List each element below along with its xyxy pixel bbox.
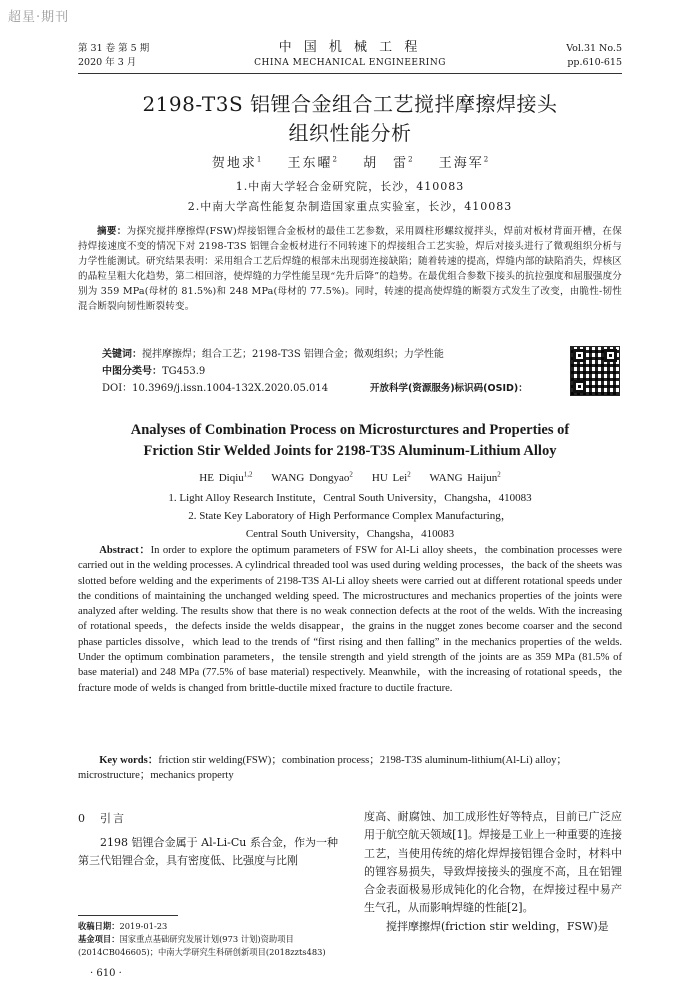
title-en-line1: Analyses of Combination Process on Microsturctures and Properties of <box>130 422 570 438</box>
clc-label: 中图分类号： <box>102 366 162 377</box>
keywords-cn-text: 搅拌摩擦焊；组合工艺；2198-T3S 铝锂合金；微观组织；力学性能 <box>142 349 444 360</box>
header-right <box>566 42 622 70</box>
abstract-cn-label: 摘要： <box>97 226 127 237</box>
keywords-en <box>78 753 622 784</box>
abstract-en <box>78 543 622 696</box>
keywords-en-text: friction stir welding(FSW)；combination process；2198-T3S aluminum-lithium(Al-Li) alloy；microstructure；mechanics property <box>78 755 568 782</box>
affiliation-cn-2: 2.中南大学高性能复杂制造国家重点实验室，长沙，410083 <box>187 200 513 213</box>
author-cn: 胡 雷$^2$ <box>363 155 413 171</box>
affiliation-en-1: 1. Light Alloy Research Institute，Central South University，Changsha，410083 <box>168 492 532 504</box>
qr-code-icon[interactable] <box>570 346 620 396</box>
clc-value: TG453.9 <box>162 366 206 377</box>
qr-finder <box>573 349 586 362</box>
fund-info: 基金项目：国家重点基础研究发展计划(973 计划)资助项目(2014CB046605)；中南大学研究生科研创新项目(2018zzts483) <box>78 934 326 957</box>
journal-header <box>78 40 622 74</box>
page-range: pp.610-615 <box>567 57 622 68</box>
abstract-en-text: In order to explore the optimum parameters of FSW for Al-Li alloy sheets，the combination processes were carried out in the welding processes. A cylindrical threaded tool was used during welding processes，the back of the sheets was slotted before welding and the experiments of 2198-T3S Al-Li alloy sheets were carried out at different rotational speeds under the conditions of maintaining the unchanged welding speed. The microstructures and mechanics properties of the joints were analyzed after welding. The results show that there is no weak connection defects at the root of the welds. With the increasing of rotational speeds，the defects inside the welds disappear，the grains in the nugget zones become coarser and the second phase particles dissolve，which lead to the trends of “first rising and then falling” in the mechanics properties of the welds. Under the optimum combination parameters，the tensile strength and yield strength of the joints are as 359 MPa (81.5% of base material) and 248 MPa (77.5% of base material) respectively. Meanwhile，with the increasing of rotational speeds，the fracture mode of welds is changed from brittle-ductile mixed fracture to ductile fracture. <box>78 545 622 694</box>
received-date: 收稿日期：2019-01-23 <box>78 921 168 931</box>
body-column-left <box>78 810 338 870</box>
keywords-cn-label: 关键词： <box>102 349 142 360</box>
author-cn: 王东曜$^2$ <box>287 155 337 171</box>
footnote-divider <box>78 915 178 916</box>
title-cn-line1: 2198-T3S 铝锂合金组合工艺搅拌摩擦焊接头 <box>142 92 558 116</box>
watermark: 超星·期刊 <box>8 10 70 25</box>
body-column-right <box>364 808 622 936</box>
affiliation-en-3: Central South University，Changsha，410083 <box>245 528 455 540</box>
qr-finder <box>573 380 586 393</box>
volume-issue: 第 31 卷 第 5 期 <box>78 43 150 54</box>
journal-name-cn: 中 国 机 械 工 程 <box>278 40 422 55</box>
abstract-cn-text: 为探究搅拌摩擦焊(FSW)焊接铝锂合金板材的最佳工艺参数，采用圆柱形螺纹搅拌头，焊前对板材背面开槽，在保持焊接速度不变的情况下对 2198-T3S 铝锂合金板材进行不同转速下的焊接组合工艺实验，焊后对接头进行了微观组织分析与力学性能测试。研究结果表明：采用组合工艺后焊缝的根部未出现弱连接缺陷；随着转速的提高，焊缝内部的缺陷消失，焊核区的晶粒呈粗大化趋势，第二相回溶，使焊缝的力学性能呈现“先升后降”的趋势。在最优组合参数下接头的抗拉强度和屈服强度分别为 359 MPa(母材的 81.5%)和 248 MPa(母材的 77.5%)。同时，转速的提高使焊缝的断裂方式发生了改变，由脆性-韧性混合断裂向韧性断裂转变。 <box>78 226 622 312</box>
intro-paragraph-right-2: 搅拌摩擦焊(friction stir welding，FSW)是 <box>386 919 609 933</box>
author-cn: 贺地求$^1$ <box>211 155 262 171</box>
volume-issue-en: Vol.31 No.5 <box>566 43 622 54</box>
keywords-en-label: Key words： <box>99 755 159 766</box>
issue-date: 2020 年 3 月 <box>78 57 137 68</box>
author-en: WANG Haijun$^2$ <box>429 470 501 484</box>
title-en-line2: Friction Stir Welded Joints for 2198-T3S Aluminum-Lithium Alloy <box>143 443 557 459</box>
doi[interactable]: DOI：10.3969/j.issn.1004-132X.2020.05.014 <box>102 383 329 394</box>
authors-cn <box>0 152 700 171</box>
author-en: WANG Dongyao$^2$ <box>271 470 353 484</box>
page-number: · 610 · <box>90 968 122 979</box>
keywords-cn <box>102 348 444 362</box>
authors-en <box>0 470 700 484</box>
clc-number <box>102 365 205 379</box>
section-heading: 0 引言 <box>78 812 126 825</box>
osid-label: 开放科学(资源服务)标识码(OSID)： <box>370 383 528 394</box>
abstract-en-label: Abstract： <box>99 545 151 556</box>
intro-paragraph-left: 2198 铝锂合金属于 Al-Li-Cu 系合金，作为一种第三代铝锂合金，具有密度低、比强度与比刚 <box>78 836 338 867</box>
author-en: HE Diqiu$^{1,2}$ <box>199 470 253 484</box>
affiliation-en-2: 2. State Key Laboratory of High Performance Complex Manufacturing， <box>188 510 512 522</box>
header-center <box>78 40 622 70</box>
title-cn-line2: 组织性能分析 <box>288 121 412 145</box>
journal-name-en: CHINA MECHANICAL ENGINEERING <box>254 58 446 68</box>
affiliation-cn-1: 1.中南大学轻合金研究院，长沙，410083 <box>235 180 465 193</box>
author-en: HU Lei$^2$ <box>371 470 411 484</box>
abstract-cn <box>78 224 622 314</box>
title-en <box>70 420 630 462</box>
qr-finder <box>604 349 617 362</box>
author-cn: 王海军$^2$ <box>438 155 489 171</box>
footnote <box>78 920 343 959</box>
title-cn <box>60 90 640 148</box>
intro-paragraph-right: 度高、耐腐蚀、加工成形性好等特点，目前已广泛应用于航空航天领域[1]。焊接是工业上一种重要的连接工艺，当使用传统的熔化焊焊接铝锂合金时，材料中的锂容易损失，导致焊接接头的强度不高，且在铝锂合金表面极易形成钝化的化合物，在焊接过程中易产生气孔，从而影响焊缝的性能[2]。 <box>364 810 622 915</box>
